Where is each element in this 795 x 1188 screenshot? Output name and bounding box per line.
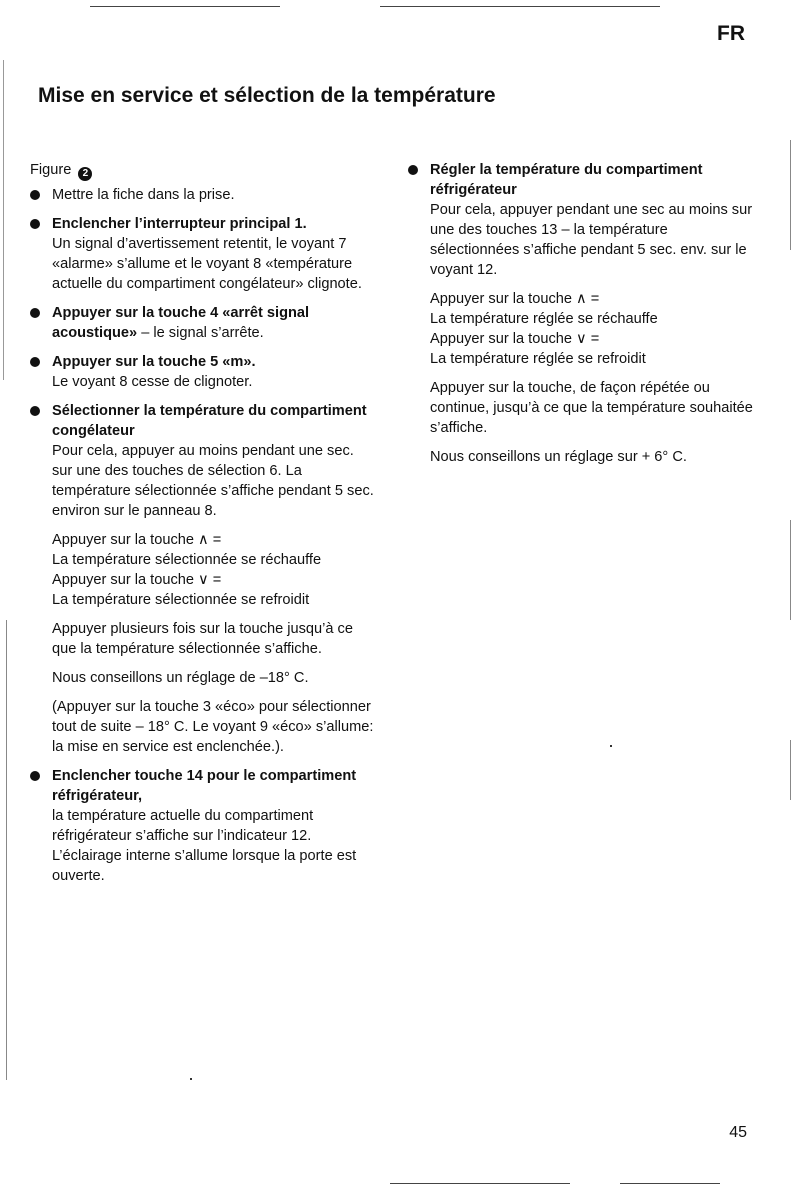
scan-edge-right — [790, 740, 791, 800]
scan-speck — [190, 1078, 192, 1080]
instruction-item — [30, 766, 375, 886]
instruction-text: Nous conseillons un réglage de –18° C. — [52, 670, 309, 686]
scan-speck — [610, 745, 612, 747]
instruction-heading: Sélectionner la température du compartiment congélateur — [52, 403, 367, 439]
instruction-heading: Appuyer sur la touche 4 «arrêt signal acoustique» — [52, 305, 310, 341]
instruction-text: Appuyer plusieurs fois sur la touche jusqu’à ce que la température sélectionnée s’affiche. — [52, 621, 353, 657]
instruction-heading: Enclencher l’interrupteur principal 1. — [52, 216, 307, 232]
instruction-text: Appuyer sur la touche ∨ = — [52, 572, 222, 588]
bullet-icon — [30, 308, 40, 318]
instruction-text: Mettre la fiche dans la prise. — [52, 187, 235, 203]
scan-edge-right — [790, 140, 791, 250]
instruction-item — [30, 303, 375, 343]
instruction-text: – le signal s’arrête. — [137, 325, 264, 341]
figure-reference — [30, 160, 375, 181]
instruction-heading: Appuyer sur la touche 5 «m». — [52, 354, 256, 370]
bullet-icon — [30, 219, 40, 229]
instruction-text: Pour cela, appuyer pendant une sec au moins sur une des touches 13 – la température sélectionnées s’affiche pendant 5 sec. env. sur le voyant 12. — [430, 202, 753, 278]
instruction-text: Pour cela, appuyer au moins pendant une sec. sur une des touches de sélection 6. La température sélectionnée s’affiche pendant 5 sec. environ sur le panneau 8. — [52, 443, 374, 519]
figure-label: Figure — [30, 162, 72, 178]
instruction-text: Appuyer sur la touche ∨ = — [430, 331, 600, 347]
scan-edge-top — [380, 6, 660, 7]
page-title: Mise en service et sélection de la température — [38, 84, 496, 107]
scan-edge-left — [6, 620, 7, 1080]
instruction-text: la température actuelle du compartiment réfrigérateur s’affiche sur l’indicateur 12. L’éclairage interne s’allume lorsque la porte est ouverte. — [52, 808, 357, 884]
instruction-item — [408, 160, 753, 467]
instruction-text: (Appuyer sur la touche 3 «éco» pour sélectionner tout de suite – 18° C. Le voyant 9 «éco» s’allume: la mise en service est enclenchée.). — [52, 699, 374, 755]
page-number: 45 — [729, 1124, 747, 1141]
bullet-icon — [408, 165, 418, 175]
language-label: FR — [717, 22, 745, 45]
scan-edge-bottom — [390, 1183, 570, 1184]
left-column — [30, 160, 375, 895]
scan-edge-left — [3, 60, 4, 380]
bullet-icon — [30, 190, 40, 200]
instruction-heading: Régler la température du compartiment réfrigérateur — [430, 162, 703, 198]
instruction-text: Appuyer sur la touche ∧ = — [52, 532, 222, 548]
instruction-heading: Enclencher touche 14 pour le compartiment réfrigérateur, — [52, 768, 357, 804]
instruction-text: Appuyer sur la touche ∧ = — [430, 291, 600, 307]
instruction-item — [30, 185, 375, 205]
instruction-text: La température sélectionnée se réchauffe — [52, 552, 322, 568]
right-column — [408, 160, 753, 476]
instruction-item — [30, 401, 375, 757]
bullet-icon — [30, 771, 40, 781]
instruction-item — [30, 214, 375, 294]
scan-edge-bottom — [620, 1183, 720, 1184]
scan-edge-right — [790, 520, 791, 620]
instruction-text: La température sélectionnée se refroidit — [52, 592, 310, 608]
instruction-text: Le voyant 8 cesse de clignoter. — [52, 374, 253, 390]
instruction-text: La température réglée se refroidit — [430, 351, 646, 367]
figure-number-badge: 2 — [78, 167, 92, 181]
instruction-text: La température réglée se réchauffe — [430, 311, 658, 327]
bullet-icon — [30, 406, 40, 416]
instruction-text: Un signal d’avertissement retentit, le voyant 7 «alarme» s’allume et le voyant 8 «température actuelle du compartiment congélateur» clignote. — [52, 236, 362, 292]
instruction-text: Appuyer sur la touche, de façon répétée ou continue, jusqu’à ce que la température souhaitée s’affiche. — [430, 380, 753, 436]
instruction-item — [30, 352, 375, 392]
instruction-text: Nous conseillons un réglage sur + 6° C. — [430, 449, 687, 465]
bullet-icon — [30, 357, 40, 367]
scan-edge-top — [90, 6, 280, 7]
